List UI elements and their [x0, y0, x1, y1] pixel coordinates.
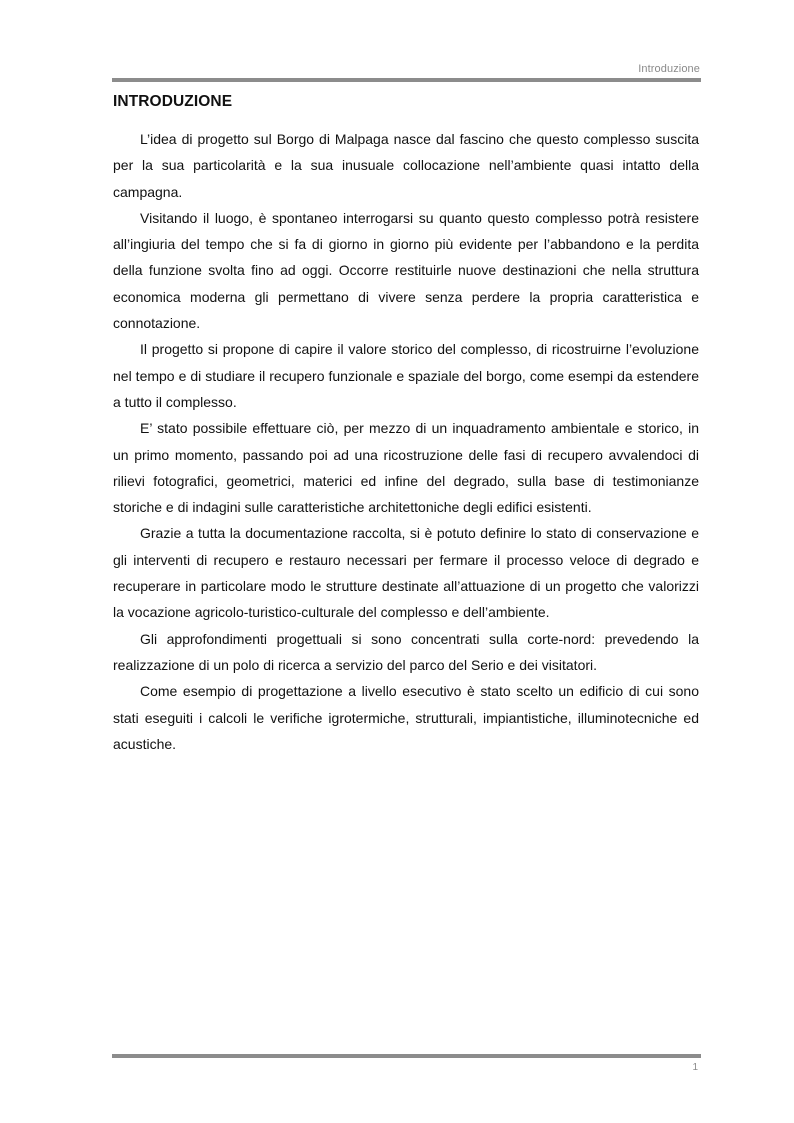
paragraph: Come esempio di progettazione a livello esecutivo è stato scelto un edificio di cui sono stati eseguiti i calcoli le verifiche igrotermiche, strutturali, impiantistiche, illuminotecniche ed acustiche.	[113, 683, 699, 752]
paragraph: Grazie a tutta la documentazione raccolta, si è potuto definire lo stato di conservazione e gli interventi di recupero e restauro necessari per fermare il processo veloce di degrado e recuperare in particolare modo le strutture destinate all’attuazione di un progetto che valorizzi la vocazione agricolo-turistico-culturale del complesso e dell’ambiente.	[113, 525, 699, 621]
paragraph: L’idea di progetto sul Borgo di Malpaga nasce dal fascino che questo complesso suscita per la sua particolarità e la sua inusuale collocazione nell’ambiente quasi intatto della campagna.	[113, 131, 699, 200]
running-header: Introduzione	[638, 63, 700, 75]
paragraph: Gli approfondimenti progettuali si sono concentrati sulla corte-nord: prevedendo la realizzazione di un polo di ricerca a servizio del parco del Serio e dei visitatori.	[113, 630, 699, 673]
page-number: 1	[692, 1062, 698, 1073]
paragraph: E’ stato possibile effettuare ciò, per mezzo di un inquadramento ambientale e storico, in un primo momento, passando poi ad una ricostruzione delle fasi di recupero avvalendoci di rilievi fotografici, geometrici, materici ed infine del degrado, sulla base di testimonianze storiche e di indagini sulle caratteristiche architettoniche degli edifici esistenti.	[113, 420, 699, 516]
header-rule	[112, 78, 701, 82]
body-text	[113, 126, 699, 757]
footer-rule	[112, 1054, 701, 1058]
paragraph: Visitando il luogo, è spontaneo interrogarsi su quanto questo complesso potrà resistere all’ingiuria del tempo che si fa di giorno in giorno più evidente per l’abbandono e la perdita della funzione svolta fino ad oggi. Occorre restituirle nuove destinazioni che nella struttura economica moderna gli permettano di vivere senza perdere la propria caratteristica e connotazione.	[113, 209, 699, 332]
paragraph: Il progetto si propone di capire il valore storico del complesso, di ricostruirne l’evoluzione nel tempo e di studiare il recupero funzionale e spaziale del borgo, come esempi da estendere a tutto il complesso.	[113, 341, 699, 410]
section-title: INTRODUZIONE	[113, 93, 233, 110]
